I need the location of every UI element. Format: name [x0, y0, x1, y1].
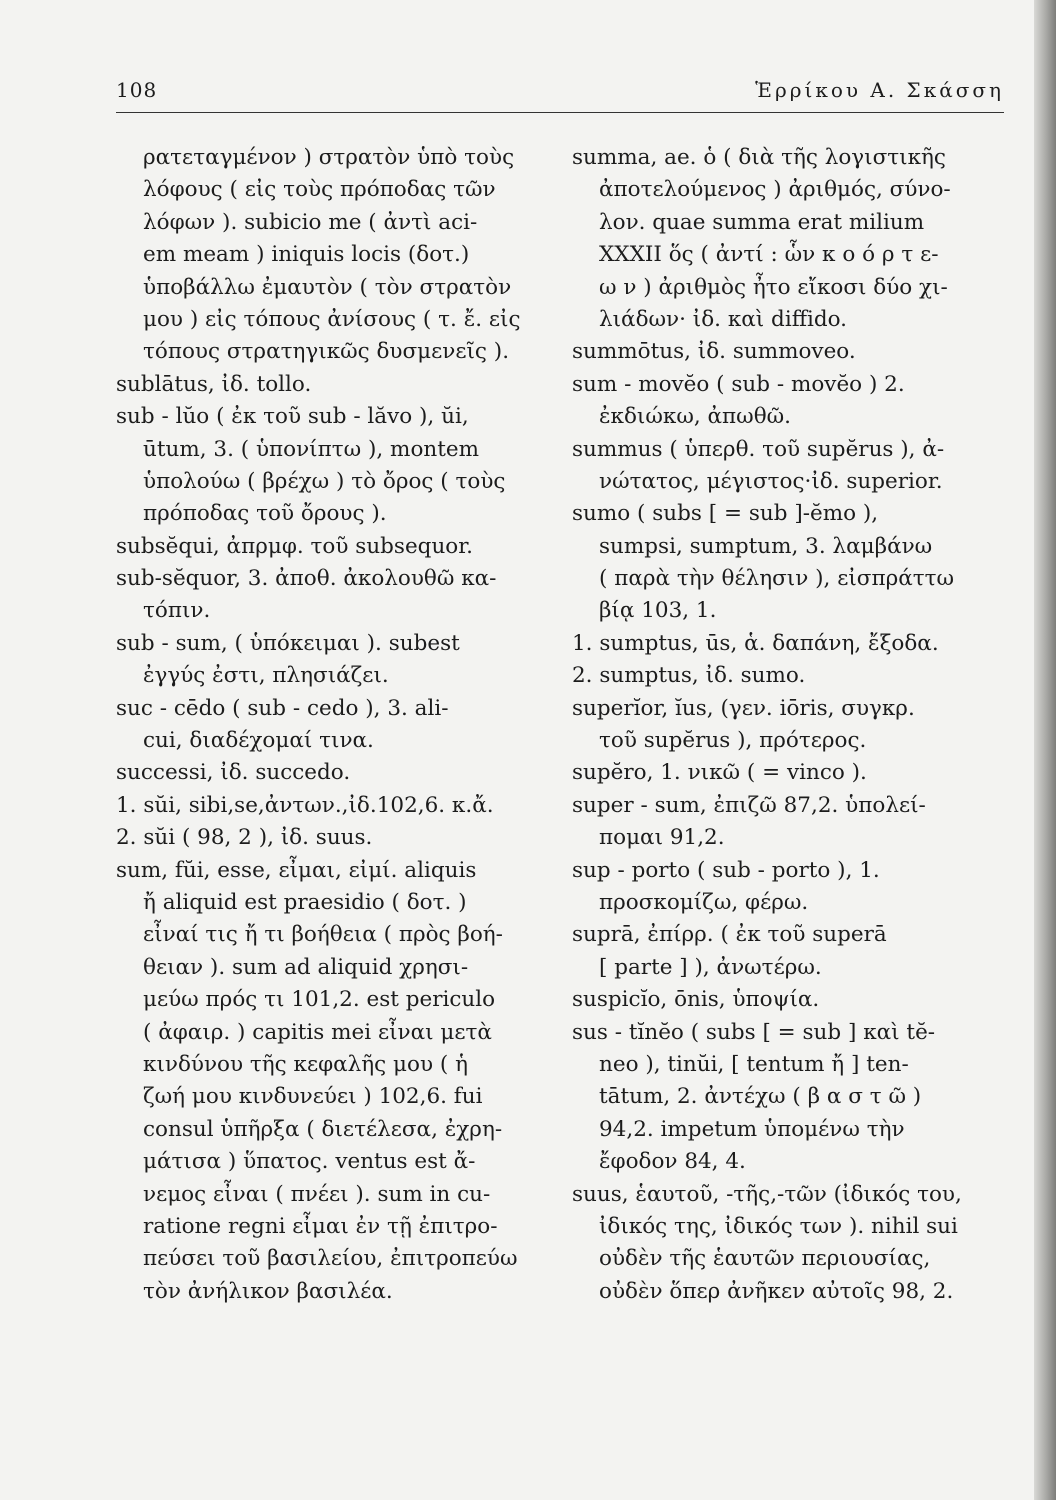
entry-headword-line: suspicĭo, ōnis, ὑποψία. [572, 987, 820, 1013]
entry-continuation-line: ζωή μου κινδυνεύει ) 102,6. fui [143, 1084, 483, 1110]
entry-continuation-line: πεύσει τοῦ βασιλείου, ἐπιτροπεύω [143, 1246, 518, 1272]
entry-continuation-line: 94,2. impetum ὑπομένω τὴν [599, 1116, 905, 1142]
entry-continuation-line: ὑποβάλλω ἐμαυτὸν ( τὸν στρατὸν [143, 274, 512, 300]
entry-continuation-line: XXXII ὅς ( ἀντί : ὧν κ ο ό ρ τ ε- [599, 242, 939, 268]
entry-continuation-line: em meam ) iniquis locis (δοτ.) [143, 242, 470, 268]
entry-continuation-line: πομαι 91,2. [599, 825, 725, 851]
entry-continuation-line: μου ) εἰς τόπους ἀνίσους ( τ. ἔ. εἰς [143, 306, 521, 332]
entry-headword-line: sum - movĕo ( sub - movĕo ) 2. [572, 371, 905, 397]
entry-continuation-line: ( παρὰ τὴν θέλησιν ), εἰσπράττω [599, 566, 955, 592]
entry-headword-line: sumo ( subs [ = sub ]-ĕmo ), [572, 501, 879, 527]
entry-continuation-line: ratione regni εἶμαι ἐν τῇ ἐπιτρο- [143, 1213, 498, 1239]
entry-continuation-line: ἤ aliquid est praesidio ( δοτ. ) [143, 889, 467, 915]
entry-continuation-line: λόφων ). subicio me ( ἀντὶ aci- [143, 209, 478, 235]
entry-headword-line: successi, ἰδ. succedo. [116, 760, 351, 786]
entry-continuation-line: εἶναί τις ἤ τι βοήθεια ( πρὸς βοή- [143, 922, 503, 948]
entry-continuation-line: ἐγγύς ἐστι, πλησιάζει. [143, 663, 389, 689]
entry-headword-line: subsĕqui, ἀπρμφ. τοῦ subsequor. [116, 533, 473, 559]
entry-headword-line: suus, ἑαυτοῦ, -τῆς,-τῶν (ἰδικός του, [572, 1181, 962, 1207]
entry-headword-line: sus - tĭnĕo ( subs [ = sub ] καὶ tĕ- [572, 1019, 936, 1045]
entry-headword-line: suc - cēdo ( sub - cedo ), 3. ali- [116, 695, 449, 721]
entry-continuation-line: λον. quae summa erat milium [599, 209, 925, 235]
entry-continuation-line: λόφους ( εἰς τοὺς πρόποδας τῶν [143, 177, 496, 203]
entry-headword-line: 2. sŭi ( 98, 2 ), ἰδ. suus. [116, 825, 373, 851]
running-head: Ἑρρίκου Α. Σκάσση [755, 78, 1004, 102]
entry-continuation-line: κινδύνου τῆς κεφαλῆς μου ( ἡ [143, 1051, 468, 1077]
entry-continuation-line: cui, διαδέχομαί τινα. [143, 728, 374, 754]
entry-headword-line: summa, ae. ὁ ( διὰ τῆς λογιστικῆς [572, 145, 946, 170]
entry-headword-line: 1. sŭi, sibi,se,ἀντων.,ἰδ.102,6. κ.ἄ. [116, 792, 494, 818]
entry-continuation-line: τόπιν. [143, 598, 211, 624]
entry-continuation-line: ὑπολούω ( βρέχω ) τὸ ὄρος ( τοὺς [143, 468, 506, 494]
entry-headword-line: summus ( ὑπερθ. τοῦ supĕrus ), ἀ- [572, 436, 945, 462]
entry-continuation-line: μεύω πρός τι 101,2. est periculo [143, 987, 496, 1013]
header-rule [116, 112, 1004, 113]
page-edge-shadow [1034, 0, 1056, 1500]
entry-continuation-line: tātum, 2. ἀντέχω ( β α σ τ ῶ ) [599, 1084, 922, 1110]
entry-continuation-line: πρόποδας τοῦ ὄρους ). [143, 501, 387, 527]
entry-headword-line: 1. sumptus, ūs, ἁ. δαπάνη, ἔξοδα. [572, 630, 939, 656]
entry-continuation-line: τοῦ supĕrus ), πρότερος. [599, 728, 867, 754]
entry-headword-line: sup - porto ( sub - porto ), 1. [572, 857, 880, 883]
right-column [572, 142, 1006, 1308]
entry-continuation-line: νώτατος, μέγιστος·ἰδ. superior. [599, 468, 943, 494]
entry-headword-line: sum, fŭi, esse, εἶμαι, εἰμί. aliquis [116, 857, 477, 883]
entry-continuation-line: τόπους στρατηγικῶς δυσμενεῖς ). [143, 339, 510, 365]
entry-continuation-line: ( ἀφαιρ. ) capitis mei εἶναι μετὰ [143, 1019, 492, 1045]
entry-continuation-line: consul ὑπῆρξα ( διετέλεσα, ἐχρη- [143, 1116, 503, 1142]
entry-headword-line: super - sum, ἐπιζῶ 87,2. ὑπολεί- [572, 792, 926, 818]
entry-continuation-line: neo ), tinŭi, [ tentum ἤ ] ten- [599, 1051, 909, 1077]
entry-continuation-line: ἀποτελούμενος ) ἀριθμός, σύνο- [599, 177, 951, 203]
entry-continuation-line: προσκομίζω, φέρω. [599, 889, 809, 915]
entry-continuation-line: βίᾳ 103, 1. [599, 598, 717, 624]
entry-continuation-line: [ parte ] ), ἀνωτέρω. [599, 954, 822, 980]
entry-continuation-line: οὐδὲν τῆς ἑαυτῶν περιουσίας, [599, 1246, 931, 1272]
entry-continuation-line: ω ν ) ἀριθμὸς ἦτο εἴκοσι δύο χι- [599, 274, 948, 300]
entry-continuation-line: ūtum, 3. ( ὑπονίπτω ), montem [143, 436, 479, 462]
entry-continuation-line: μάτισα ) ὕπατος. ventus est ἄ- [143, 1149, 476, 1175]
entry-headword-line: 2. sumptus, ἰδ. sumo. [572, 663, 806, 689]
entry-headword-line: suprā, ἐπίρρ. ( ἐκ τοῦ superā [572, 922, 887, 948]
entry-headword-line: sublātus, ἰδ. tollo. [116, 371, 312, 397]
entry-continuation-line: sumpsi, sumptum, 3. λαμβάνω [599, 533, 933, 559]
page-number: 108 [116, 78, 158, 102]
entry-headword-line: sub - lŭo ( ἐκ τοῦ sub - lăvo ), ŭi, [116, 404, 469, 430]
entry-headword-line: superĭor, ĭus, (γεν. iōris, συγκρ. [572, 695, 915, 721]
entry-headword-line: supĕro, 1. νικῶ ( = vinco ). [572, 760, 867, 786]
left-column [116, 142, 546, 1308]
entry-continuation-line: οὐδὲν ὅπερ ἀνῆκεν αὐτοῖς 98, 2. [599, 1278, 954, 1304]
page-header [116, 78, 1004, 108]
entry-headword-line: sub - sum, ( ὑπόκειμαι ). subest [116, 630, 460, 656]
entry-headword-line: summōtus, ἰδ. summoveo. [572, 339, 856, 365]
entry-continuation-line: ἰδικός της, ἰδικός των ). nihil sui [599, 1213, 958, 1239]
entry-continuation-line: θειαν ). sum ad aliquid χρησι- [143, 954, 469, 980]
entry-continuation-line: ρατεταγμένον ) στρατὸν ὑπὸ τοὺς [143, 145, 515, 170]
entry-continuation-line: νεμος εἶναι ( πνέει ). sum in cu- [143, 1181, 491, 1207]
entry-headword-line: sub-sĕquor, 3. ἀποθ. ἀκολουθῶ κα- [116, 566, 497, 592]
entry-continuation-line: ἔφοδον 84, 4. [599, 1149, 746, 1175]
entry-continuation-line: ἐκδιώκω, ἀπωθῶ. [599, 404, 792, 430]
entry-continuation-line: λιάδων· ἰδ. καὶ diffido. [599, 306, 848, 332]
entry-continuation-line: τὸν ἀνήλικον βασιλέα. [143, 1278, 393, 1304]
